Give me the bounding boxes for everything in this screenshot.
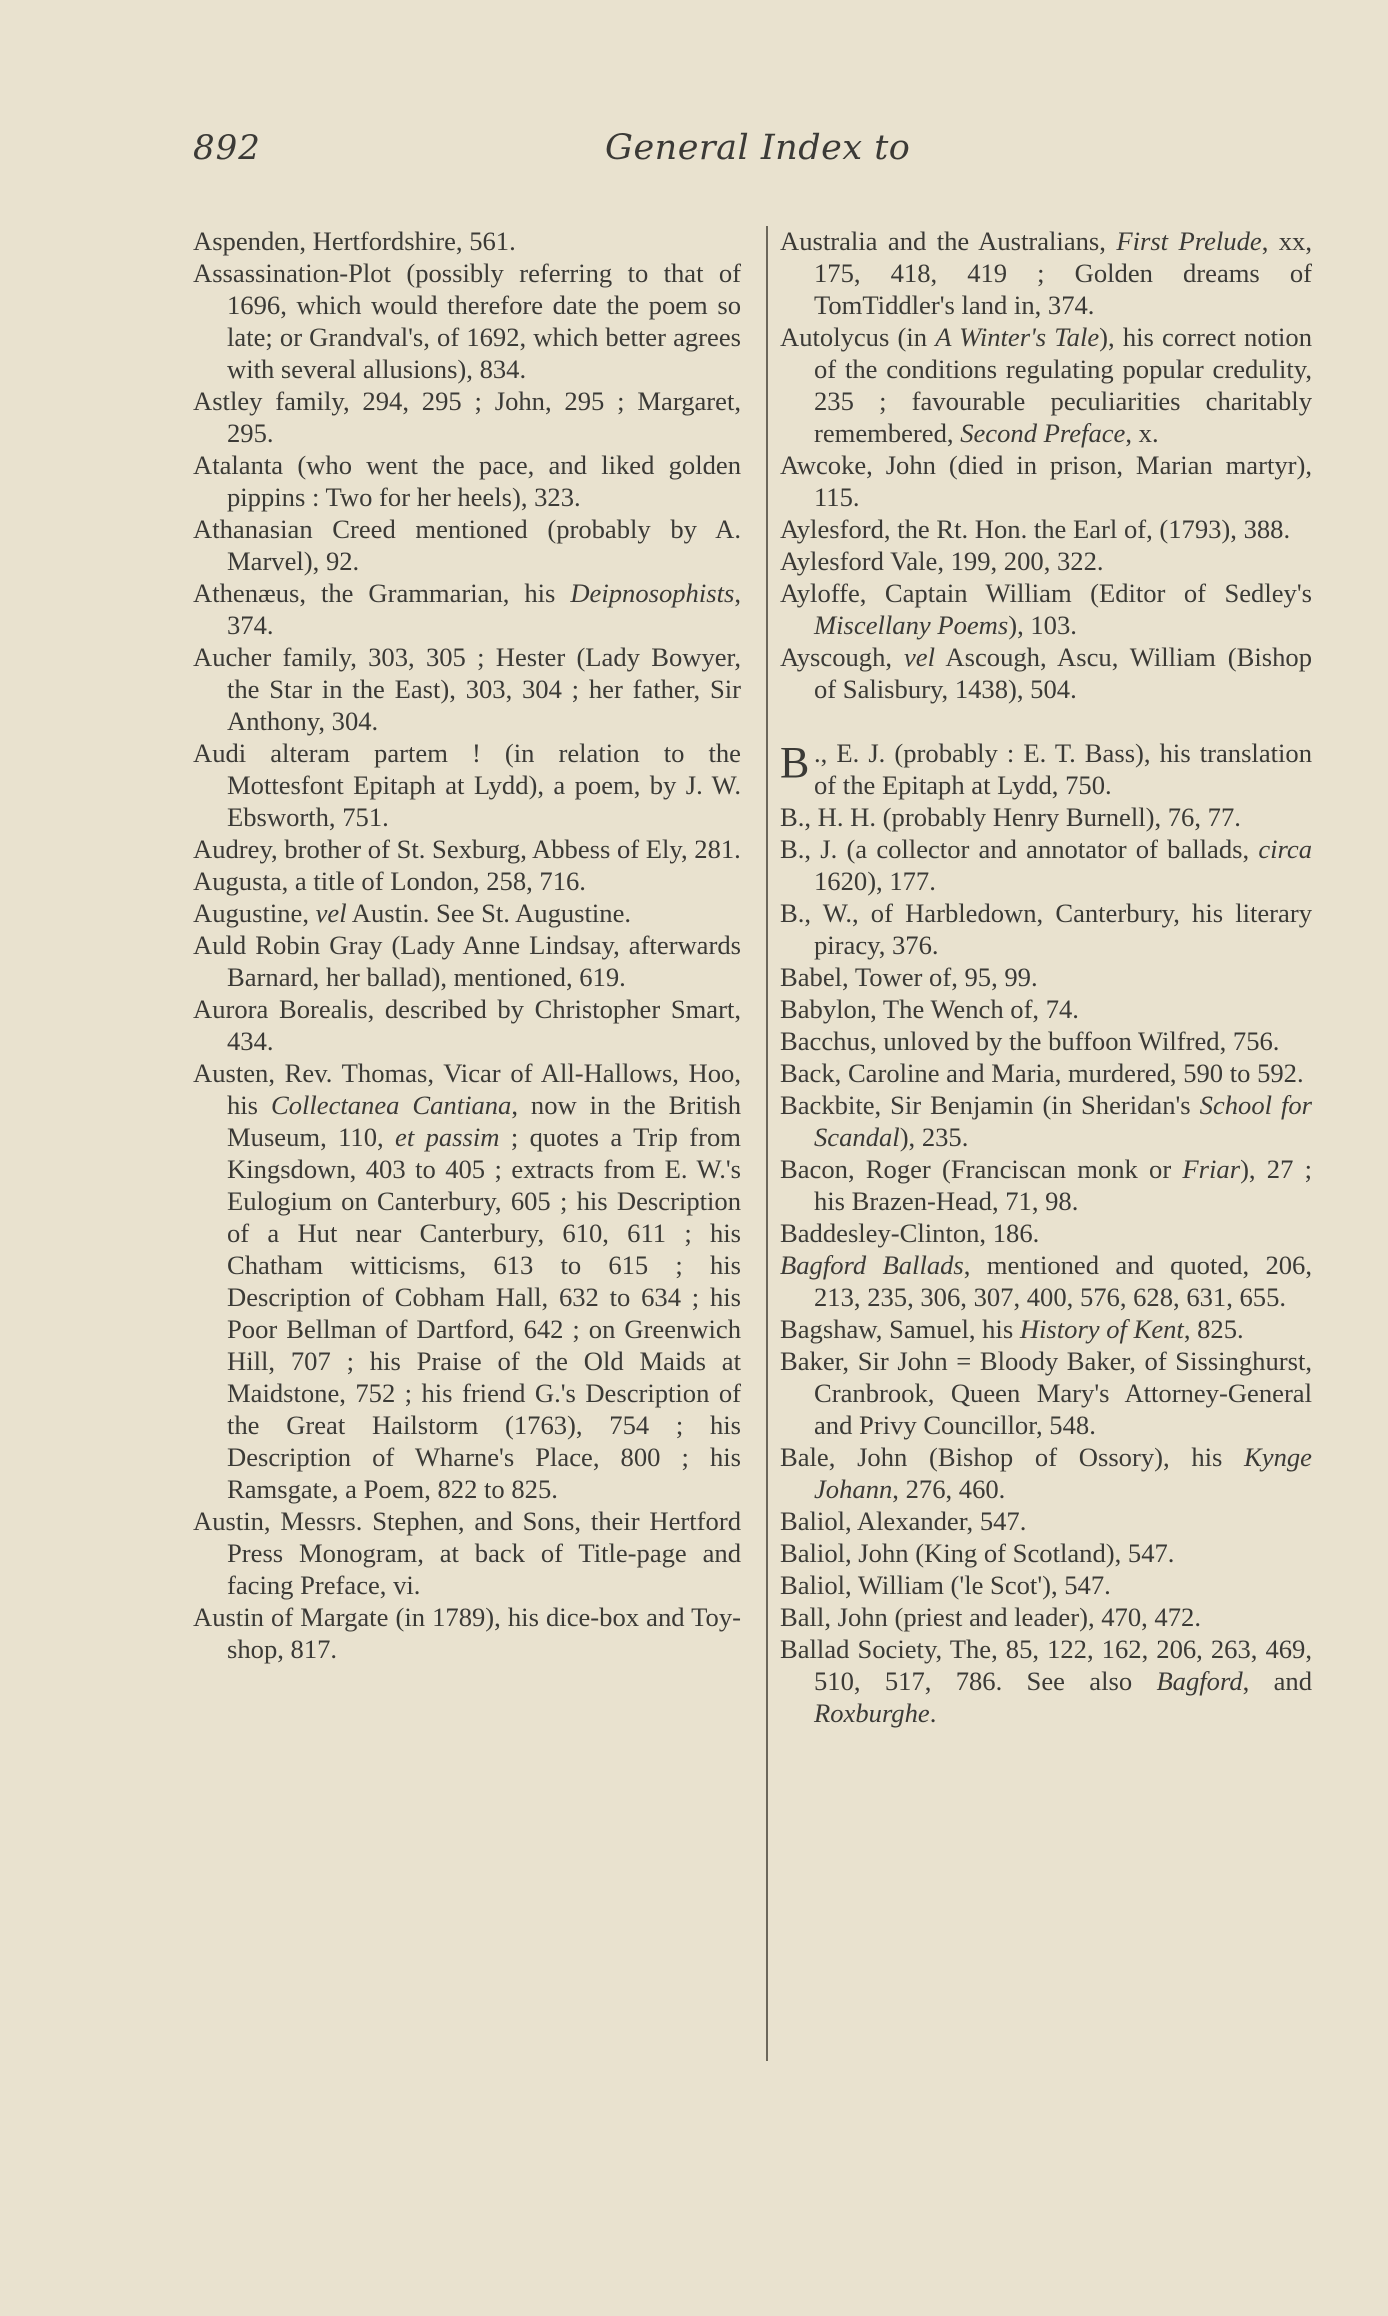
entry-text: Austin. See St. Augustine. — [346, 898, 632, 928]
index-entry — [780, 1441, 1312, 1505]
index-entry — [780, 449, 1312, 513]
italic-text: First Prelude — [1116, 226, 1262, 256]
entry-text: ), 103. — [1008, 610, 1077, 640]
entry-text: Awcoke, John (died in prison, Marian martyr), 115. — [780, 450, 1312, 512]
index-entry — [780, 1505, 1312, 1537]
entry-text: Bagshaw, Samuel, his — [780, 1314, 1020, 1344]
entry-text: , xx, 175, 418, 419 ; Golden dreams of TomTiddler's land in, 374. — [814, 226, 1312, 320]
index-entry — [780, 1633, 1312, 1729]
index-entry — [780, 1601, 1312, 1633]
index-entry — [193, 993, 741, 1057]
italic-text: Collectanea Cantiana — [270, 1090, 512, 1120]
entry-text: Aucher family, 303, 305 ; Hester (Lady Bowyer, the Star in the East), 303, 304 ; her father, Sir Anthony, 304. — [193, 642, 741, 736]
index-column-left — [193, 225, 741, 1665]
entry-text: , mentioned and quoted, 206, 213, 235, 306, 307, 400, 576, 628, 631, 655. — [814, 1250, 1312, 1312]
entry-text: Backbite, Sir Benjamin (in Sheridan's — [780, 1090, 1200, 1120]
entry-text: B., H. H. (probably Henry Burnell), 76, 77. — [780, 802, 1241, 832]
index-entry — [193, 225, 741, 257]
column-divider — [766, 226, 768, 2061]
page-header — [193, 128, 1313, 178]
index-entry — [193, 449, 741, 513]
entry-text: Autolycus (in — [780, 322, 936, 352]
entry-text: Ayloffe, Captain William (Editor of Sedley's — [780, 578, 1312, 608]
entry-text: Augusta, a title of London, 258, 716. — [193, 866, 586, 896]
entry-text: B., W., of Harbledown, Canterbury, his literary piracy, 376. — [780, 898, 1312, 960]
entry-text: ), 27 ; his Brazen-Head, 71, 98. — [814, 1154, 1312, 1216]
entry-text: ), his correct notion of the conditions regulating popular credulity, 235 ; favourable peculiarities charitably remembered, — [814, 322, 1312, 448]
index-entry — [780, 1313, 1312, 1345]
entry-text: Aurora Borealis, described by Christopher Smart, 434. — [193, 994, 741, 1056]
italic-text: vel — [903, 642, 935, 672]
entry-text: Audrey, brother of St. Sexburg, Abbess of Ely, 281. — [193, 834, 741, 864]
index-entry — [780, 1249, 1312, 1313]
italic-text: School for Scandal — [814, 1090, 1312, 1152]
index-entry — [193, 865, 741, 897]
entry-text: Aylesford, the Rt. Hon. the Earl of, (1793), 388. — [780, 514, 1291, 544]
index-entry — [193, 1601, 741, 1665]
italic-text: A Winter's Tale — [935, 322, 1100, 352]
entry-text: Babel, Tower of, 95, 99. — [780, 962, 1038, 992]
index-entry — [780, 833, 1312, 897]
running-title: General Index to — [605, 128, 911, 168]
entry-text: Astley family, 294, 295 ; John, 295 ; Margaret, 295. — [193, 386, 741, 448]
entry-text: Athanasian Creed mentioned (probably by A. Marvel), 92. — [193, 514, 741, 576]
index-entry — [193, 1057, 741, 1505]
index-entry — [780, 1217, 1312, 1249]
italic-text: et passim — [395, 1122, 500, 1152]
page-number: 892 — [193, 128, 261, 168]
entry-text: Bale, John (Bishop of Ossory), his — [780, 1442, 1245, 1472]
entry-text: Back, Caroline and Maria, murdered, 590 to 592. — [780, 1058, 1304, 1088]
entry-text: Austin of Margate (in 1789), his dice-box and Toy-shop, 817. — [193, 1602, 741, 1664]
entry-text: Baliol, Alexander, 547. — [780, 1506, 1027, 1536]
index-entry — [780, 1057, 1312, 1089]
index-entry — [780, 545, 1312, 577]
entry-text: Baker, Sir John = Bloody Baker, of Sissinghurst, Cranbrook, Queen Mary's Attorney-General and Privy Councillor, 548. — [780, 1346, 1312, 1440]
index-entry — [780, 737, 1312, 801]
entry-text: B., J. (a collector and annotator of ballads, — [780, 834, 1259, 864]
index-entry — [780, 577, 1312, 641]
entry-text: Augustine, — [193, 898, 316, 928]
italic-text: Roxburghe — [814, 1698, 930, 1728]
index-entry — [780, 897, 1312, 961]
entry-text: , x. — [1125, 418, 1159, 448]
entry-text: Ayscough, — [780, 642, 904, 672]
entry-text: Australia and the Australians, — [780, 226, 1117, 256]
index-entry — [193, 641, 741, 737]
italic-text: vel — [315, 898, 347, 928]
entry-text: Babylon, The Wench of, 74. — [780, 994, 1079, 1024]
italic-text: Bagford Ballads — [780, 1250, 964, 1280]
index-entry — [193, 897, 741, 929]
index-entry — [780, 513, 1312, 545]
entry-text: 1620), 177. — [814, 866, 936, 896]
entry-text: Ascough, Ascu, William (Bishop of Salisbury, 1438), 504. — [814, 642, 1312, 704]
index-entry — [780, 225, 1312, 321]
index-entry — [780, 1569, 1312, 1601]
entry-text: ., E. J. (probably : E. T. Bass), his translation of the Epitaph at Lydd, 750. — [814, 738, 1312, 800]
italic-text: Miscellany Poems — [814, 610, 1009, 640]
entry-text: , 374. — [227, 578, 741, 640]
index-entry — [780, 801, 1312, 833]
index-entry — [780, 321, 1312, 449]
section-initial-letter: B — [780, 738, 810, 787]
entry-text: , now in the British Museum, 110, — [227, 1090, 742, 1152]
index-entry — [780, 993, 1312, 1025]
entry-text: Atalanta (who went the pace, and liked golden pippins : Two for her heels), 323. — [193, 450, 741, 512]
italic-text: History of Kent — [1019, 1314, 1184, 1344]
entry-text: Aspenden, Hertfordshire, 561. — [193, 226, 516, 256]
index-entry — [193, 385, 741, 449]
entry-text: Bacon, Roger (Franciscan monk or — [780, 1154, 1183, 1184]
entry-text: Assassination-Plot (possibly referring to that of 1696, which would therefore date the poem so late; or Grandval's, of 1692, which better agrees with several allusions), 834. — [193, 258, 741, 384]
entry-text: Austen, Rev. Thomas, Vicar of All-Hallows, Hoo, his — [193, 1058, 741, 1120]
entry-text: . — [929, 1698, 937, 1728]
index-column-right — [780, 225, 1312, 1729]
entry-text: Baddesley-Clinton, 186. — [780, 1218, 1040, 1248]
entry-text: , 825. — [1183, 1314, 1244, 1344]
entry-text: Athenæus, the Grammarian, his — [193, 578, 571, 608]
entry-text: Audi alteram partem ! (in relation to the Mottesfont Epitaph at Lydd), a poem, by J. W. Ebsworth, 751. — [193, 738, 741, 832]
index-entry — [193, 257, 741, 385]
index-entry — [193, 737, 741, 833]
entry-text: Ball, John (priest and leader), 470, 472. — [780, 1602, 1201, 1632]
italic-text: Bagford — [1156, 1666, 1243, 1696]
entry-text: Austin, Messrs. Stephen, and Sons, their Hertford Press Monogram, at back of Title-page and facing Preface, vi. — [193, 1506, 741, 1600]
index-entry — [193, 513, 741, 577]
entry-text: Baliol, John (King of Scotland), 547. — [780, 1538, 1175, 1568]
italic-text: Deipnosophists — [570, 578, 735, 608]
entry-text: Bacchus, unloved by the buffoon Wilfred, 756. — [780, 1026, 1280, 1056]
entry-text: Aylesford Vale, 199, 200, 322. — [780, 546, 1104, 576]
index-entry — [780, 1537, 1312, 1569]
index-entry — [780, 1089, 1312, 1153]
entry-text: , and — [1242, 1666, 1312, 1696]
entry-text: ; quotes a Trip from Kingsdown, 403 to 405 ; extracts from E. W.'s Eulogium on Canterbury, 605 ; his Description of a Hut near Canterbury, 610, 611 ; his Chatham witticisms, 613 to 615 ; his Description of Cobham Hall, 632 to 634 ; his Poor Bellman of Dartford, 642 ; on Greenwich Hill, 707 ; his Praise of the Old Maids at Maidstone, 752 ; his friend G.'s Description of the Great Hailstorm (1763), 754 ; his Description of Wharne's Place, 800 ; his Ramsgate, a Poem, 822 to 825. — [227, 1122, 741, 1504]
italic-text: circa — [1258, 834, 1312, 864]
entry-text: , 276, 460. — [892, 1474, 1006, 1504]
italic-text: Second Preface — [960, 418, 1126, 448]
index-entry — [780, 1025, 1312, 1057]
italic-text: Friar — [1182, 1154, 1241, 1184]
italic-text: Kynge Johann — [814, 1442, 1312, 1504]
index-entry — [780, 961, 1312, 993]
entry-text: Ballad Society, The, 85, 122, 162, 206, 263, 469, 510, 517, 786. See also — [780, 1634, 1312, 1696]
index-entry — [780, 1153, 1312, 1217]
index-entry — [193, 833, 741, 865]
index-entry — [780, 641, 1312, 705]
entry-text: Auld Robin Gray (Lady Anne Lindsay, afterwards Barnard, her ballad), mentioned, 619. — [193, 930, 741, 992]
index-entry — [193, 1505, 741, 1601]
entry-text: Baliol, William ('le Scot'), 547. — [780, 1570, 1111, 1600]
index-entry — [193, 577, 741, 641]
index-entry — [780, 1345, 1312, 1441]
index-entry — [193, 929, 741, 993]
entry-text: ), 235. — [899, 1122, 969, 1152]
